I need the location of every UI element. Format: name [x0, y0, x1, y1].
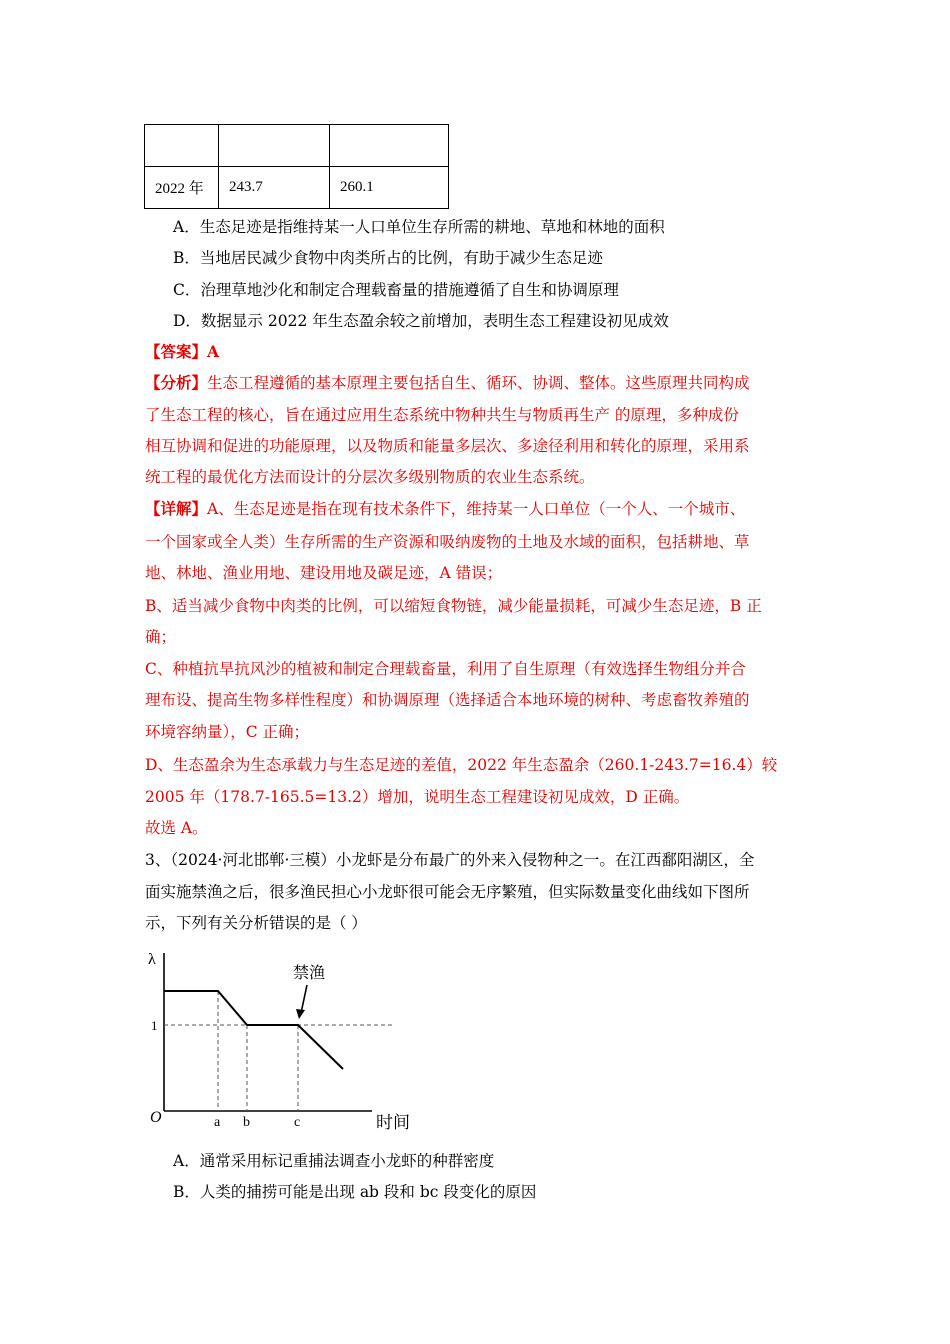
table-row — [145, 125, 449, 167]
detail-line: 理布设、提高生物多样性程度）和协调原理（选择适合本地环境的树种、考虑畜牧养殖的 — [145, 691, 750, 709]
lambda-time-graph — [140, 945, 430, 1135]
x-axis-label: 时间 — [376, 1113, 410, 1132]
annotation-arrow — [301, 985, 307, 1013]
option-c: C．治理草地沙化和制定合理载畜量的措施遵循了自生和协调原理 — [173, 281, 619, 299]
y-tick-label: 1 — [151, 1018, 158, 1033]
answer-value: A — [207, 342, 220, 361]
detail-line: 环境容纳量），C 正确； — [145, 723, 310, 741]
answer-tag: 【答案】 — [145, 342, 208, 361]
table-cell — [330, 125, 449, 167]
detail-line: C、种植抗旱抗风沙的植被和制定合理载畜量，利用了自生原理（有效选择生物组分并合 — [145, 660, 746, 678]
x-tick-label: c — [294, 1115, 301, 1130]
detail-line — [145, 499, 745, 519]
question-3-line: 面实施禁渔之后，很多渔民担心小龙虾很可能会无序繁殖，但实际数量变化曲线如下图所 — [145, 883, 750, 901]
annotation-label: 禁渔 — [293, 965, 326, 982]
option-a: A．生态足迹是指维持某一人口单位生存所需的耕地、草地和林地的面积 — [173, 218, 665, 236]
x-tick-label: a — [214, 1115, 221, 1130]
table-cell-value: 260.1 — [330, 167, 449, 209]
detail-line: 一个国家或全人类）生存所需的生产资源和吸纳废物的土地及水域的面积，包括耕地、草 — [145, 533, 750, 551]
option-b: B．当地居民减少食物中肉类所占的比例，有助于减少生态足迹 — [173, 249, 603, 267]
lambda-curve — [164, 991, 343, 1069]
y-axis-label: λ — [148, 951, 156, 968]
detail-line: B、适当减少食物中肉类的比例，可以缩短食物链，减少能量损耗，可减少生态足迹，B 正 — [145, 597, 762, 615]
x-tick-label: b — [243, 1115, 250, 1130]
table-cell-value: 243.7 — [219, 167, 330, 209]
analysis-line — [145, 373, 750, 393]
detail-line: 确； — [145, 628, 177, 646]
answer-line — [145, 342, 219, 362]
table-cell — [145, 125, 219, 167]
analysis-text: 生态工程遵循的基本原理主要包括自生、循环、协调、整体。这些原理共同构成 — [207, 374, 750, 392]
analysis-line: 相互协调和促进的功能原理，以及物质和能量多层次、多途径利用和转化的原理，采用系 — [145, 437, 750, 455]
detail-text: A、生态足迹是指在现有技术条件下，维持某一人口单位（一个人、一个城市、 — [207, 500, 746, 518]
question-3-line: 3、（2024·河北邯郸·三模）小龙虾是分布最广的外来入侵物种之一。在江西鄱阳湖区，全 — [145, 851, 755, 869]
option-d: D．数据显示 2022 年生态盈余较之前增加，表明生态工程建设初见成效 — [173, 312, 669, 330]
detail-line: D、生态盈余为生态承载力与生态足迹的差值，2022 年生态盈余（260.1-243.7=16.4）较 — [145, 756, 778, 774]
table-cell — [219, 125, 330, 167]
analysis-line: 统工程的最优化方法而设计的分层次多级别物质的农业生态系统。 — [145, 468, 595, 486]
detail-tag: 【详解】 — [145, 499, 208, 518]
question-3-option-b: B．人类的捕捞可能是出现 ab 段和 bc 段变化的原因 — [173, 1183, 537, 1201]
table-row — [145, 167, 449, 209]
conclusion-line: 故选 A。 — [145, 819, 208, 837]
question-3-line: 示，下列有关分析错误的是（ ） — [145, 914, 367, 932]
arrow-head-icon — [296, 1009, 305, 1019]
detail-line: 地、林地、渔业用地、建设用地及碳足迹，A 错误； — [145, 564, 503, 582]
question-3-option-a: A．通常采用标记重捕法调查小龙虾的种群密度 — [173, 1152, 495, 1170]
analysis-tag: 【分析】 — [145, 373, 208, 392]
origin-label: O — [150, 1109, 162, 1126]
table-cell-year: 2022 年 — [145, 167, 219, 209]
detail-line: 2005 年（178.7-165.5=13.2）增加，说明生态工程建设初见成效，D 正确。 — [145, 788, 690, 806]
analysis-line: 了生态工程的核心，旨在通过应用生态系统中物种共生与物质再生产 的原理，多种成份 — [145, 406, 739, 424]
data-table — [144, 124, 449, 209]
